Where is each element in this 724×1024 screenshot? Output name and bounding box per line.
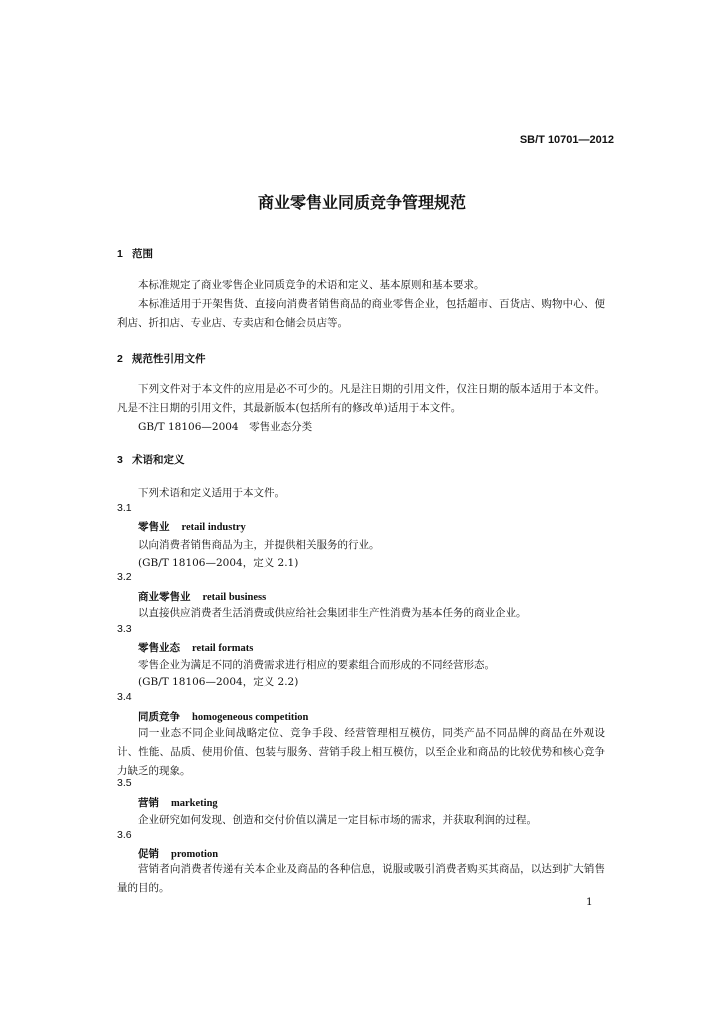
term-definition: 以直接供应消费者生活消费或供应给社会集团非生产性消费为基本任务的商业企业。 bbox=[138, 607, 527, 619]
section-number: 1 bbox=[117, 248, 123, 260]
term-heading: 零售业 retail industry bbox=[138, 521, 246, 533]
term-number: 3.5 bbox=[117, 777, 132, 789]
normative-reference: GB/T 18106—2004 零售业态分类 bbox=[138, 421, 313, 433]
paragraph: 下列术语和定义适用于本文件。 bbox=[138, 487, 285, 499]
term-number: 3.3 bbox=[117, 623, 132, 635]
section-heading bbox=[117, 452, 185, 467]
term-heading: 零售业态 retail formats bbox=[138, 642, 254, 654]
term-heading: 商业零售业 retail business bbox=[138, 591, 267, 603]
section-title: 术语和定义 bbox=[132, 454, 185, 466]
term-heading: 营销 marketing bbox=[138, 797, 218, 809]
section-number: 3 bbox=[117, 454, 123, 466]
paragraph: 本标准适用于开架售货、直接向消费者销售商品的商业零售企业，包括超市、百货店、购物中心、便利店、折扣店、专业店、专卖店和仓储会员店等。 bbox=[117, 298, 605, 329]
term-source: (GB/T 18106—2004，定义 2.1) bbox=[138, 557, 299, 569]
term-number: 3.4 bbox=[117, 691, 132, 703]
section-title: 规范性引用文件 bbox=[132, 353, 206, 365]
term-definition: 以向消费者销售商品为主，并提供相关服务的行业。 bbox=[138, 539, 380, 551]
section-number: 2 bbox=[117, 353, 123, 365]
term-definition: 营销者向消费者传递有关本企业及商品的各种信息，说服或吸引消费者购买其商品，以达到扩大销售量的目的。 bbox=[117, 863, 605, 894]
page-number: 1 bbox=[586, 896, 593, 908]
term-number: 3.1 bbox=[117, 502, 132, 514]
term-definition: 企业研究如何发现、创造和交付价值以满足一定目标市场的需求，并获取利润的过程。 bbox=[138, 814, 537, 826]
term-heading: 促销 promotion bbox=[138, 848, 219, 860]
paragraph: 下列文件对于本文件的应用是必不可少的。凡是注日期的引用文件，仅注日期的版本适用于本文件。凡是不注日期的引用文件，其最新版本(包括所有的修改单)适用于本文件。 bbox=[117, 383, 605, 414]
term-definition: 同一业态不同企业间战略定位、竞争手段、经营管理相互模仿，同类产品不同品牌的商品在外观设计、性能、品质、使用价值、包装与服务、营销手段上相互模仿，以至企业和商品的比较优势和核心竞争力缺乏的现象。 bbox=[117, 727, 605, 777]
term-number: 3.2 bbox=[117, 571, 132, 583]
term-definition: 零售企业为满足不同的消费需求进行相应的要素组合而形成的不同经营形态。 bbox=[138, 659, 495, 671]
term-source: (GB/T 18106—2004，定义 2.2) bbox=[138, 676, 299, 688]
document-title: 商业零售业同质竞争管理规范 bbox=[257, 195, 466, 212]
term-number: 3.6 bbox=[117, 829, 132, 841]
section-title: 范围 bbox=[132, 248, 153, 260]
section-heading bbox=[117, 246, 153, 261]
term-heading: 同质竞争 homogeneous competition bbox=[138, 711, 309, 723]
section-heading bbox=[117, 351, 206, 366]
standard-number: SB/T 10701—2012 bbox=[519, 134, 614, 146]
paragraph: 本标准规定了商业零售企业同质竞争的术语和定义、基本原则和基本要求。 bbox=[138, 279, 485, 291]
